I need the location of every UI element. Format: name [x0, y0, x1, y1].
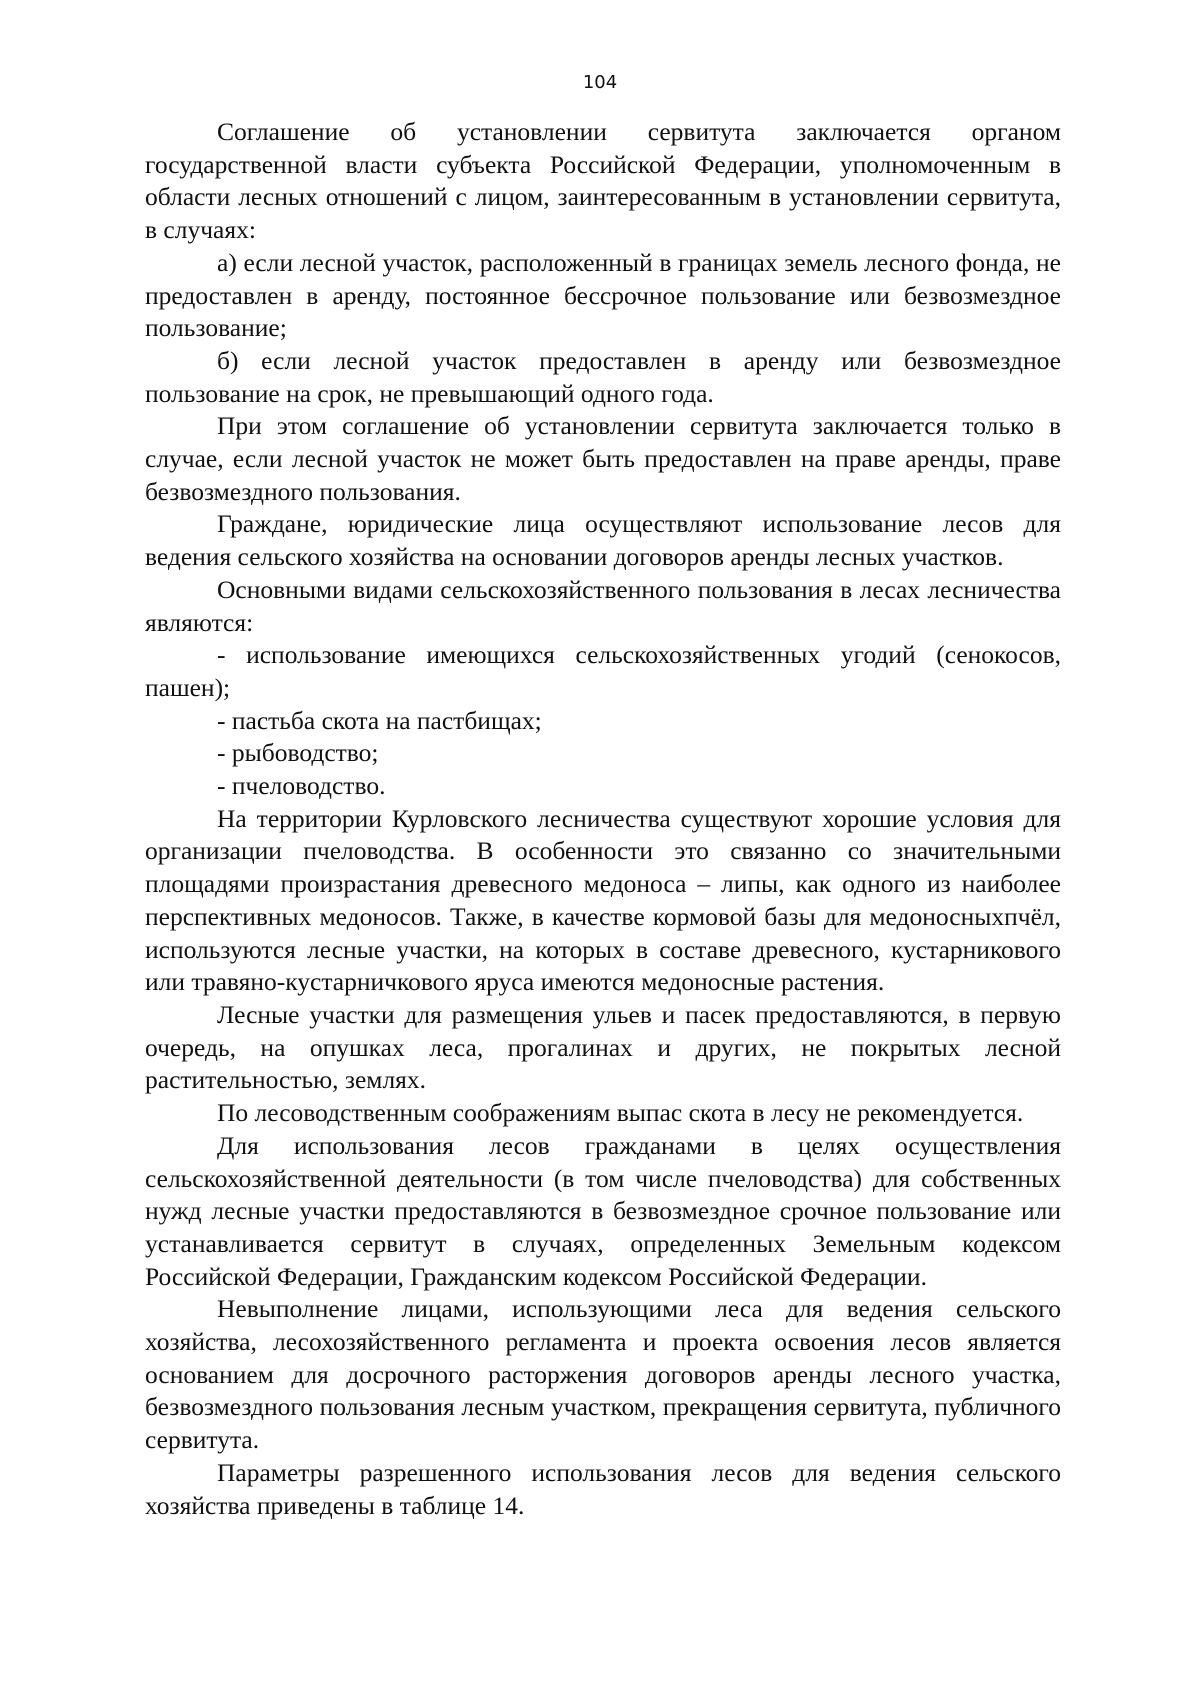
paragraph-servitude-agreement: Соглашение об установлении сервитута заключается органом государственной власти субъекта Российской Федерации, уполномоченным в области лесных отношений с лицом, заинтересованным в установлении сервитута, в случаях:: [145, 117, 1061, 245]
list-item-beekeeping: - пчеловодство.: [217, 771, 386, 801]
paragraph-hive-placement: Лесные участки для размещения ульев и пасек предоставляются, в первую очередь, на опушках леса, прогалинах и других, не покрытых лесной растительностью, землях.: [145, 999, 1061, 1095]
paragraph-main-uses-intro: Основными видами сельскохозяйственного пользования в лесах лесничества являются:: [145, 574, 1061, 637]
paragraph-kurlovsky-beekeeping: На территории Курловского лесничества существуют хорошие условия для организации пчеловодства. В особенности это связанно со значительными площадями произрастания древесного медоноса – липы, как одного из наиболее перспективных медоносов. Также, в качестве кормовой базы для медоносныхпчёл, используются лесные участки, на которых в составе древесного, кустарникового или травяно-кустарничкового яруса имеются медоносные растения.: [145, 803, 1061, 997]
paragraph-table-reference: Параметры разрешенного использования лесов для ведения сельского хозяйства приведены в таблице 14.: [145, 1457, 1061, 1520]
paragraph-non-compliance: Невыполнение лицами, использующими леса для ведения сельского хозяйства, лесохозяйственного регламента и проекта освоения лесов является основанием для досрочного расторжения договоров аренды лесного участка, безвозмездного пользования лесным участком, прекращения сервитута, публичного сервитута.: [145, 1294, 1061, 1455]
paragraph-case-b: б) если лесной участок предоставлен в аренду или безвозмездное пользование на срок, не превышающий одного года.: [145, 345, 1061, 408]
paragraph-servitude-condition: При этом соглашение об установлении сервитута заключается только в случае, если лесной участок не может быть предоставлен на праве аренды, праве безвозмездного пользования.: [145, 411, 1061, 506]
list-item-grazing: - пастьба скота на пастбищах;: [217, 705, 542, 735]
page-number: 104: [582, 72, 618, 93]
paragraph-citizens-own-needs: Для использования лесов гражданами в целях осуществления сельскохозяйственной деятельности (в том числе пчеловодства) для собственных нужд лесные участки предоставляются в безвозмездное срочное пользование или устанавливается сервитут в случаях, определенных Земельным кодексом Российской Федерации, Гражданским кодексом Российской Федерации.: [145, 1130, 1061, 1291]
list-item-lands-use: - использование имеющихся сельскохозяйственных угодий (сенокосов, пашен);: [145, 640, 1061, 702]
paragraph-citizens-lease: Граждане, юридические лица осуществляют использование лесов для ведения сельского хозяйства на основании договоров аренды лесных участков.: [145, 509, 1061, 572]
paragraph-case-a: а) если лесной участок, расположенный в границах земель лесного фонда, не предоставлен в аренду, постоянное бессрочное пользование или безвозмездное пользование;: [145, 247, 1061, 343]
list-item-fish-farming: - рыбоводство;: [217, 738, 379, 768]
document-body: [145, 116, 1061, 1522]
paragraph-grazing-not-recommended: По лесоводственным соображениям выпас скота в лесу не рекомендуется.: [217, 1098, 1024, 1128]
